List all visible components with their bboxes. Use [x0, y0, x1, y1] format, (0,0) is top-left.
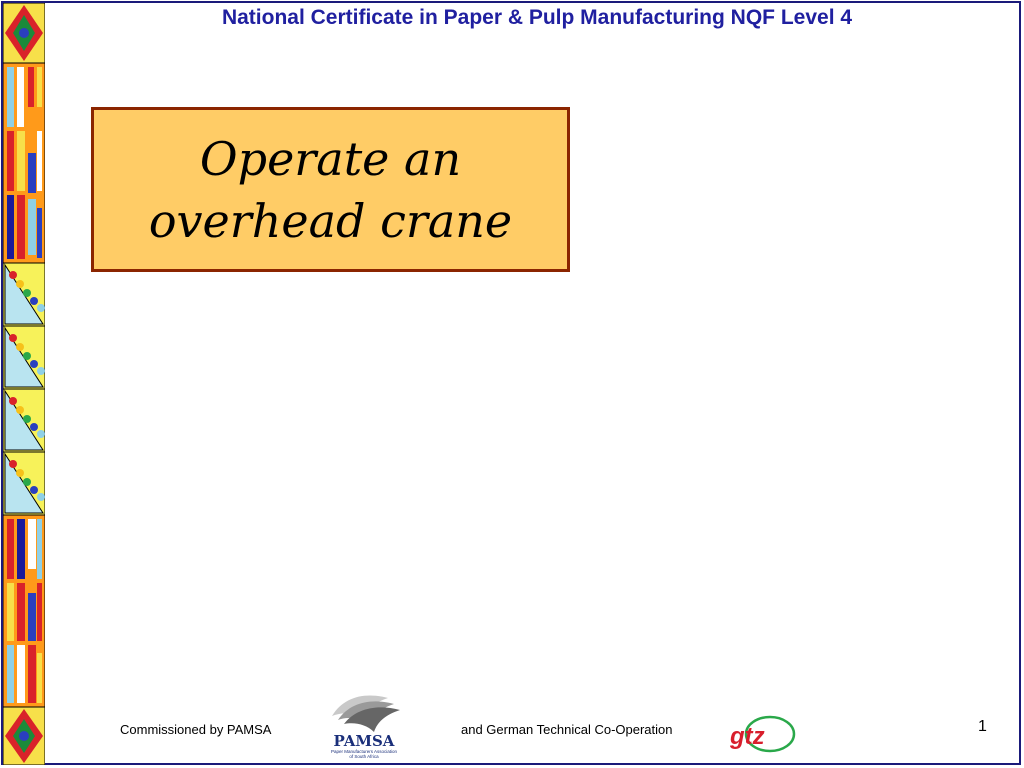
- page-number: 1: [978, 718, 987, 735]
- gtz-logo: [726, 712, 798, 756]
- slide-title-box: [91, 107, 570, 272]
- pamsa-logo: [318, 690, 410, 760]
- slide-title-line1: Operate an: [199, 131, 462, 186]
- pamsa-logo-subtitle-1: Paper Manufacturers Association: [330, 749, 398, 754]
- border-stripes-lower: [3, 515, 45, 707]
- pamsa-logo-name: PAMSA: [333, 732, 395, 750]
- footer-cooperation-text: and German Technical Co-Operation: [461, 722, 673, 737]
- border-stripes-upper: [3, 63, 45, 263]
- header-title: National Certificate in Paper & Pulp Manufacturing NQF Level 4: [221, 6, 853, 29]
- gtz-logo-text: gtz: [730, 723, 765, 750]
- slide-title-line2: overhead crane: [148, 193, 513, 248]
- decorative-border: [3, 3, 45, 765]
- slide-title: [121, 128, 541, 252]
- footer-commissioned-text: Commissioned by PAMSA: [120, 722, 272, 737]
- pamsa-logo-subtitle-2: of South Africa: [349, 754, 379, 759]
- border-diamond-top: [3, 3, 45, 63]
- border-diamond-bottom: [3, 707, 45, 765]
- border-bead-blocks: [3, 263, 45, 515]
